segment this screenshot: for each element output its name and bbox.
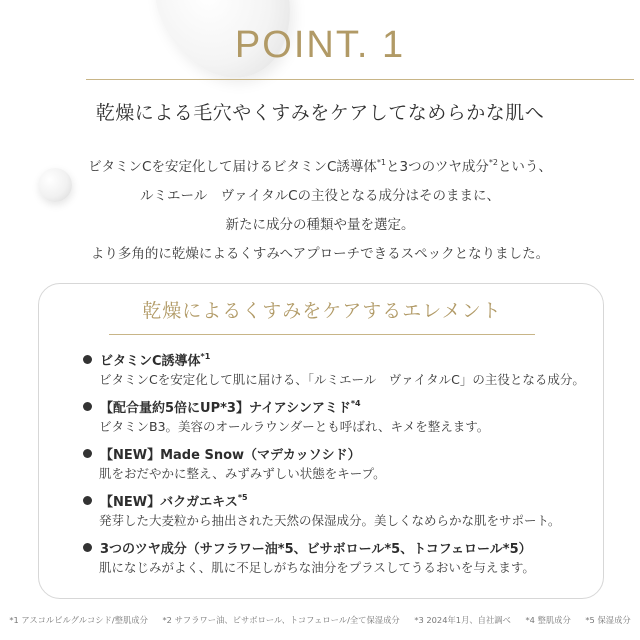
list-item	[83, 489, 593, 531]
item-description: ビタミンB3。美容のオールラウンダーとも呼ばれ、キメを整えます。	[99, 419, 490, 434]
footnote: *1 アスコルビルグルコシド/整肌成分	[9, 615, 148, 625]
list-item	[83, 395, 593, 437]
intro-line-1: ビタミンCを安定化して届けるビタミンC誘導体$^{*1}$と3つのツヤ成分$^{*2}$という、	[88, 158, 552, 175]
bullet-icon	[83, 355, 92, 364]
headline: 乾燥による毛穴やくすみをケアしてなめらかな肌へ	[95, 102, 545, 124]
elements-card	[38, 283, 604, 599]
element-list	[83, 348, 593, 583]
bullet-icon	[83, 449, 92, 458]
item-description: 発芽した大麦粒から抽出された天然の保湿成分。美しくなめらかな肌をサポート。	[99, 513, 561, 528]
item-title: 【NEW】バクガエキス$^{*5}$	[100, 492, 248, 510]
footnote: *2 サフラワー油、ビサボロール、トコフェロール/全て保湿成分	[162, 615, 400, 625]
list-item	[83, 348, 593, 390]
bullet-icon	[83, 496, 92, 505]
bullet-icon	[83, 543, 92, 552]
intro-line-2: ルミエール ヴァイタルCの主役となる成分はそのままに、	[139, 188, 501, 204]
item-title: ビタミンC誘導体$^{*1}$	[100, 351, 211, 369]
title-divider	[86, 79, 634, 80]
list-item	[83, 442, 593, 484]
card-title: 乾燥によるくすみをケアするエレメント	[142, 300, 502, 322]
card-divider	[109, 334, 535, 335]
intro-line-4: より多角的に乾燥によるくすみへアプローチできるスペックとなりました。	[90, 246, 550, 262]
intro-line-3: 新たに成分の種類や量を選定。	[225, 217, 415, 233]
item-title: 【NEW】Made Snow（マデカッソシド）	[100, 447, 361, 463]
footnotes	[0, 614, 640, 626]
footnote: *5 保湿成分	[585, 615, 631, 625]
bullet-icon	[83, 402, 92, 411]
intro-text	[0, 148, 640, 269]
footnote: *3 2024年1月、自社調べ	[414, 615, 511, 625]
item-title: 【配合量約5倍にUP*3】ナイアシンアミド$^{*4}$	[100, 398, 361, 416]
item-description: 肌になじみがよく、肌に不足しがちな油分をプラスしてうるおいを与えます。	[99, 560, 535, 575]
point-title: POINT. 1	[234, 24, 406, 66]
item-description: ビタミンCを安定化して肌に届ける、「ルミエール ヴァイタルC」の主役となる成分。	[99, 372, 585, 387]
item-description: 肌をおだやかに整え、みずみずしい状態をキープ。	[99, 466, 386, 481]
footnote: *4 整肌成分	[525, 615, 571, 625]
item-title: 3つのツヤ成分（サフラワー油*5、ビサボロール*5、トコフェロール*5）	[100, 541, 532, 557]
list-item	[83, 536, 593, 578]
